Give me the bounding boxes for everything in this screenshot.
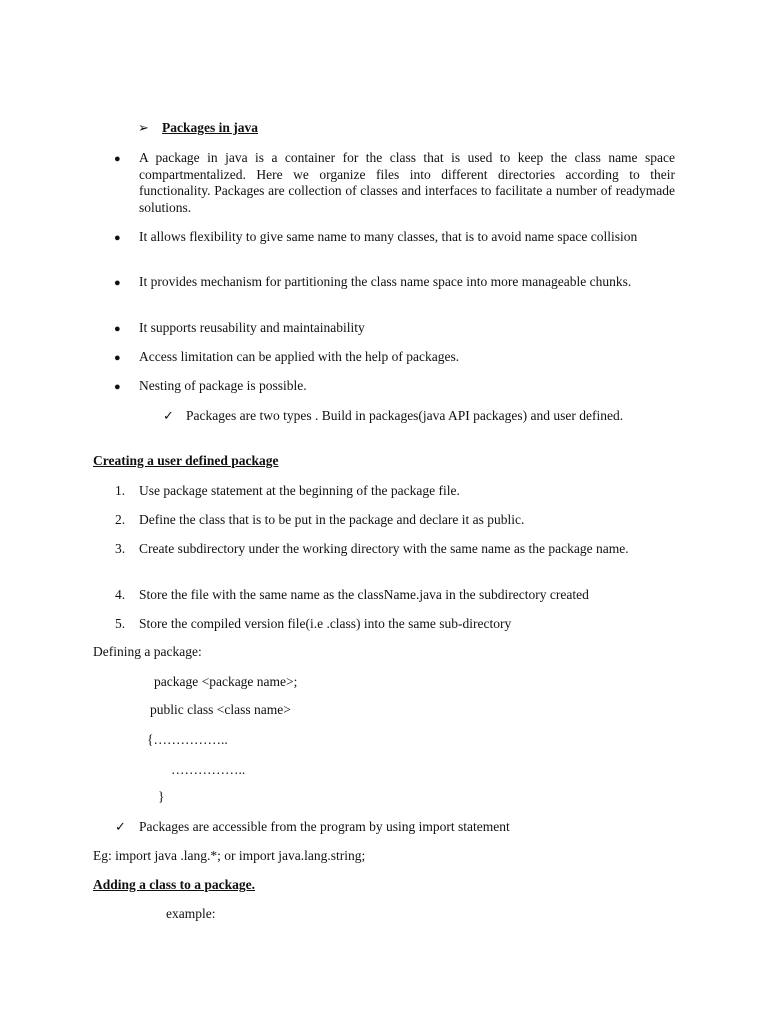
bullet-item: It provides mechanism for partitioning the class name space into more manageable chunks. xyxy=(139,274,632,289)
step-item: Define the class that is to be put in the package and declare it as public. xyxy=(139,512,525,527)
example-label: example: xyxy=(166,906,216,921)
bullet-item: Nesting of package is possible. xyxy=(139,378,307,393)
bullet-icon: ● xyxy=(114,381,121,393)
check-icon: ✓ xyxy=(115,819,126,834)
bullet-icon: ● xyxy=(114,323,121,335)
bullet-icon: ● xyxy=(114,153,121,165)
adding-heading: Adding a class to a package. xyxy=(93,877,256,892)
bullet-item: It supports reusability and maintainability xyxy=(139,320,365,335)
bullet-item: Access limitation can be applied with the help of packages. xyxy=(139,349,460,364)
import-check-item: Packages are accessible from the program by using import statement xyxy=(139,819,510,834)
bullet-icon: ● xyxy=(114,277,121,289)
code-line: } xyxy=(158,789,165,804)
step-number: 2. xyxy=(115,512,126,527)
bullet-icon: ● xyxy=(114,352,121,364)
code-line: …………….. xyxy=(171,762,246,777)
code-line: {…………….. xyxy=(147,732,228,747)
step-number: 5. xyxy=(115,616,126,631)
step-item: Create subdirectory under the working directory with the same name as the package name. xyxy=(139,541,629,556)
bullet-item: It allows flexibility to give same name to many classes, that is to avoid name space collision xyxy=(139,229,638,244)
code-line: public class <class name> xyxy=(150,702,291,717)
arrow-bullet-icon: ➢ xyxy=(138,120,149,135)
example-import-line: Eg: import java .lang.*; or import java.lang.string; xyxy=(93,848,366,863)
step-number: 1. xyxy=(115,483,126,498)
step-item: Use package statement at the beginning of the package file. xyxy=(139,483,460,498)
step-number: 4. xyxy=(115,587,126,602)
sub-check-item: Packages are two types . Build in packages(java API packages) and user defined. xyxy=(186,408,624,423)
step-item: Store the file with the same name as the className.java in the subdirectory created xyxy=(139,587,589,602)
section-title: Packages in java xyxy=(162,120,258,135)
bullet-item: A package in java is a container for the class that is used to keep the class name space compartmentalized. Here we organize files into different directories according to their functionality. Packages are collection of classes and interfaces to facilitate a number of readymade solutions. xyxy=(139,150,675,215)
bullet-icon: ● xyxy=(114,232,121,244)
step-number: 3. xyxy=(115,541,126,556)
defining-label: Defining a package: xyxy=(93,644,202,659)
step-item: Store the compiled version file(i.e .class) into the same sub-directory xyxy=(139,616,512,631)
code-line: package <package name>; xyxy=(154,674,298,689)
creating-heading: Creating a user defined package xyxy=(93,453,279,468)
check-icon: ✓ xyxy=(163,408,174,423)
